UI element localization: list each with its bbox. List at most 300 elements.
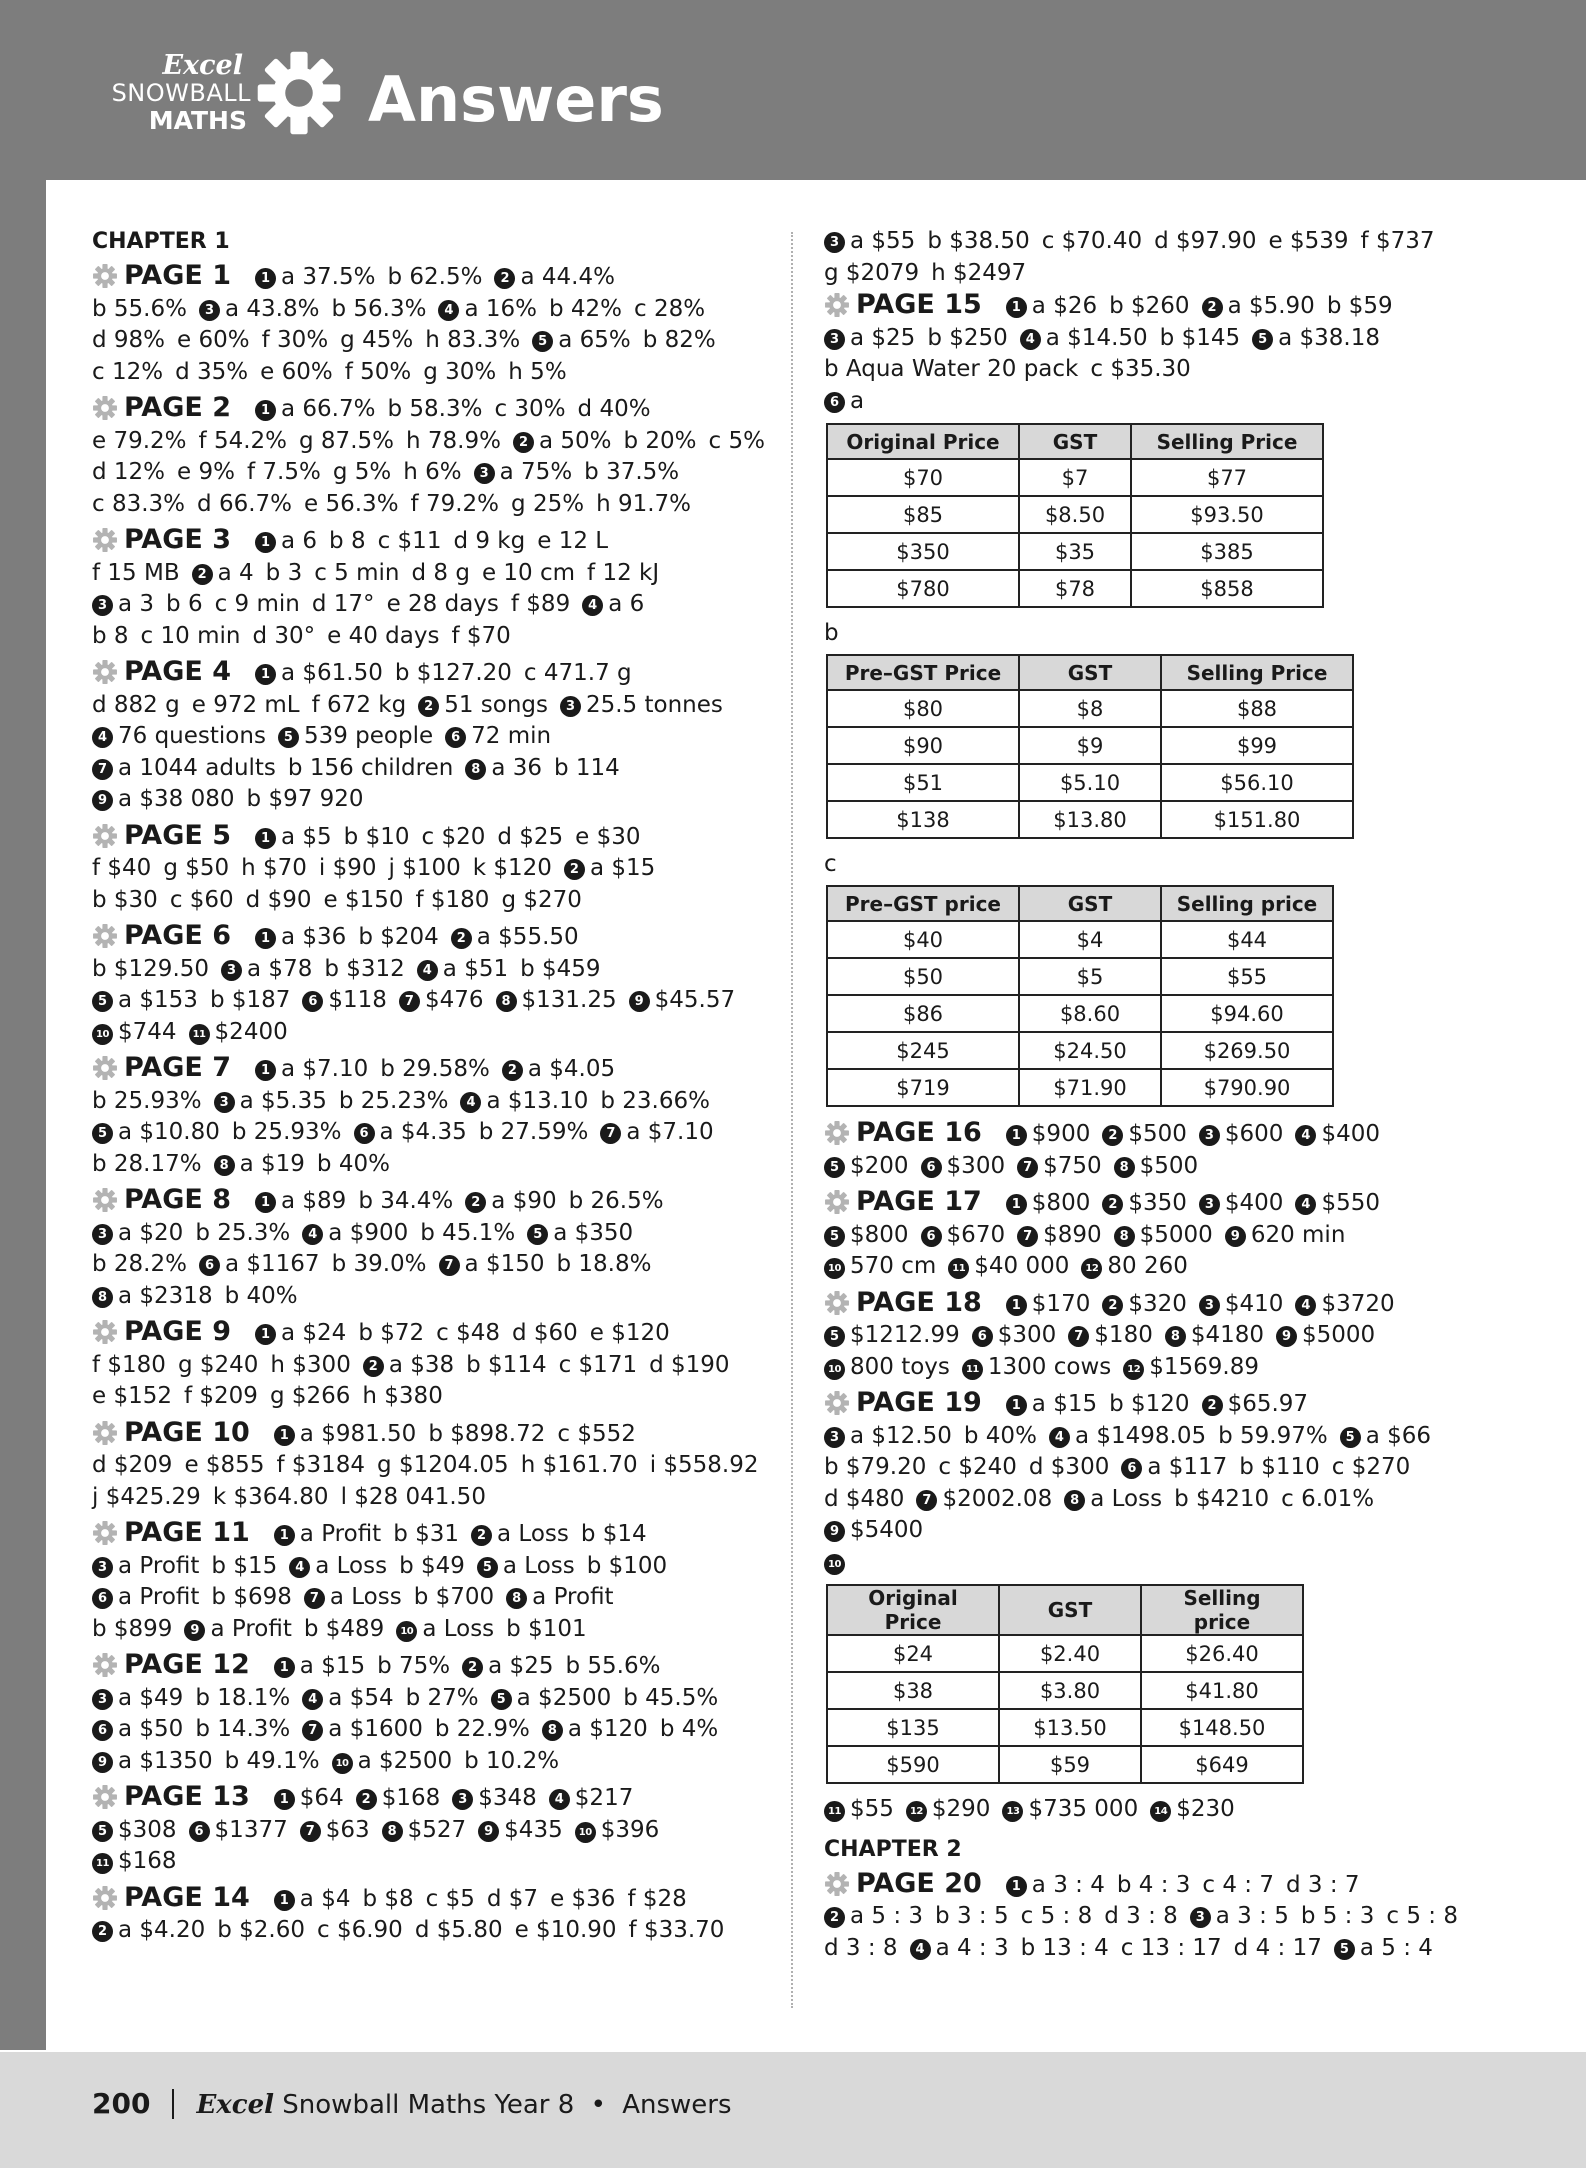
answer-item (387, 396, 482, 422)
answer-item (327, 623, 439, 649)
answer-line (92, 784, 772, 816)
answer-line (92, 621, 772, 653)
answer-text: f $180 (415, 886, 490, 913)
question-number-badge: 7 (600, 1123, 621, 1144)
answer-item (92, 1616, 172, 1642)
table-header-cell: GST (1019, 424, 1131, 459)
page-label (824, 1868, 982, 1899)
answer-line (92, 1149, 772, 1181)
question-number-badge: 1 (274, 1657, 295, 1678)
answer-text: d 882 g (92, 691, 180, 718)
answer-item (921, 1153, 1006, 1179)
answer-item (406, 1685, 479, 1711)
answer-text: a $15 (1031, 1391, 1098, 1417)
answer-item (302, 987, 387, 1013)
answer-text: b $14 (580, 1521, 647, 1547)
answer-text: b 3 (265, 559, 303, 586)
answer-item (487, 1886, 538, 1912)
table-cell: $780 (827, 570, 1019, 607)
table-cell: $55 (1161, 958, 1333, 995)
answer-text: b $72 (358, 1320, 425, 1346)
answer-item (927, 228, 1029, 254)
answer-line (92, 1450, 772, 1482)
answer-item (460, 1088, 588, 1114)
answer-line (824, 1352, 1494, 1384)
answer-item (1202, 293, 1315, 319)
table-cell: $56.10 (1161, 764, 1353, 801)
question-number-badge: 2 (418, 696, 439, 717)
answer-text: c 28% (634, 295, 706, 322)
right-column (824, 226, 1494, 1968)
table-cell: $135 (827, 1709, 999, 1746)
answer-item (972, 1322, 1057, 1348)
answer-item (1154, 228, 1256, 254)
question-number-badge: 2 (363, 1356, 384, 1377)
answer-text: i $558.92 (649, 1452, 759, 1478)
answer-item (92, 755, 276, 781)
answer-text: f 672 kg (311, 691, 407, 718)
answer-item (300, 1817, 370, 1843)
question-number-badge: 1 (255, 828, 276, 849)
gst-table-a (824, 423, 1494, 608)
answer-item (380, 1056, 490, 1082)
answer-line (824, 323, 1494, 355)
question-number-badge: 3 (824, 232, 845, 253)
answer-text: c $552 (557, 1420, 636, 1447)
answer-text: f 15 MB (92, 559, 180, 586)
answer-text: b $59 (1326, 293, 1393, 319)
answer-item (471, 1521, 569, 1547)
answer-item (1006, 1291, 1091, 1317)
answer-item (478, 1817, 563, 1843)
table-row (827, 533, 1323, 570)
answer-text: $180 (1094, 1322, 1153, 1348)
answer-text: c $5 (425, 1885, 475, 1912)
answer-text: c $171 (558, 1351, 638, 1378)
answer-text: k $120 (472, 855, 552, 881)
answer-item (92, 1220, 183, 1246)
table-row (827, 1746, 1303, 1783)
question-number-badge: 3 (452, 1789, 473, 1810)
table-cell: $385 (1131, 533, 1323, 570)
answer-line (92, 1052, 772, 1086)
answer-item (417, 956, 508, 982)
answer-text: $131.25 (521, 987, 617, 1013)
question-number-badge: 4 (549, 1789, 570, 1810)
question-number-badge: 6 (972, 1326, 993, 1347)
answer-text: b 59.97% (1218, 1422, 1328, 1449)
table-row (827, 459, 1323, 496)
answer-item (1017, 1153, 1102, 1179)
answer-line (824, 1387, 1494, 1421)
answer-item (92, 1553, 199, 1579)
answer-item (596, 491, 691, 517)
answer-item (92, 1151, 202, 1177)
answer-item (331, 296, 426, 322)
table-header-cell: Pre–GST Price (827, 655, 1019, 690)
page-label-text: PAGE 13 (124, 1781, 250, 1812)
answer-item (274, 1785, 344, 1811)
answer-item (92, 428, 187, 454)
answer-text: c 10 min (140, 622, 241, 649)
answer-text: b 40% (963, 1422, 1037, 1449)
answer-item (92, 1119, 220, 1145)
answer-item (418, 692, 548, 718)
table-cell: $88 (1161, 690, 1353, 727)
answer-text: $900 (1031, 1121, 1091, 1147)
answer-text: $217 (574, 1785, 634, 1811)
answer-text: a $38 080 (118, 786, 235, 812)
column-divider (791, 232, 793, 2008)
gear-icon (824, 1390, 850, 1416)
page-label (92, 820, 231, 851)
answer-text: b $899 (92, 1615, 173, 1642)
answer-text: b $10 (343, 823, 410, 850)
answer-item (276, 1452, 365, 1478)
answer-text: $320 (1128, 1290, 1187, 1317)
answer-item (824, 1253, 936, 1279)
answer-item (557, 1421, 636, 1447)
answer-text: $200 (850, 1152, 909, 1179)
answer-text: $800 (1031, 1190, 1091, 1216)
answer-item (660, 1716, 718, 1742)
question-number-badge: 5 (1334, 1939, 1355, 1960)
answer-text: g 25% (511, 490, 585, 517)
answer-item (332, 1251, 427, 1277)
table-cell: $38 (827, 1672, 999, 1709)
page-label (92, 1316, 231, 1347)
answer-text: c 6.01% (1281, 1485, 1375, 1512)
answer-item (1218, 1423, 1328, 1449)
question-number-badge: 1 (255, 268, 276, 289)
question-number-badge: 3 (1190, 1907, 1211, 1928)
left-margin-band (0, 180, 46, 2050)
question-number-badge: 3 (560, 696, 581, 717)
answer-text: d $25 (497, 823, 564, 850)
answer-item (537, 528, 608, 554)
answer-item (329, 528, 366, 554)
answer-text: b $187 (209, 987, 291, 1013)
answer-text: e 10 cm (481, 559, 576, 586)
answer-item (1104, 1903, 1178, 1929)
answer-text: $750 (1043, 1152, 1102, 1179)
gst-table-b (824, 654, 1494, 839)
answer-line (92, 294, 772, 326)
table-header-row (827, 424, 1323, 459)
answer-line (92, 1218, 772, 1250)
table-row (827, 958, 1333, 995)
answer-entry (92, 1517, 772, 1645)
answer-text: $400 (1224, 1190, 1284, 1216)
answer-item (565, 1653, 660, 1679)
answer-text: b 27% (405, 1684, 479, 1711)
answer-text: h 91.7% (596, 490, 692, 517)
answer-text: d $90 (245, 886, 312, 913)
answer-text: 620 min (1250, 1221, 1346, 1248)
answer-item (178, 1352, 258, 1378)
answer-item (189, 1817, 288, 1843)
answer-text: b 5 : 3 (1300, 1903, 1375, 1929)
gear-icon (92, 1520, 118, 1546)
answer-item (1006, 293, 1097, 319)
gear-icon (824, 1120, 850, 1146)
answer-text: $1212.99 (850, 1322, 960, 1348)
answer-text: b $31 (393, 1521, 460, 1547)
answer-text: $63 (325, 1816, 370, 1843)
answer-text: h $380 (362, 1383, 443, 1409)
table-row (827, 1672, 1303, 1709)
answer-item (197, 491, 292, 517)
answer-text: b Aqua Water 20 pack (824, 356, 1079, 382)
answer-text: f $3184 (276, 1452, 366, 1478)
answer-text: a (850, 387, 865, 414)
logo-maths-text: MATHS (148, 106, 247, 135)
answer-text: f $28 (627, 1885, 687, 1912)
answer-item (465, 1188, 556, 1214)
question-number-badge: 5 (1340, 1427, 1361, 1448)
answer-text: a Profit (118, 1584, 200, 1610)
question-number-badge: 1 (1006, 1295, 1027, 1316)
answer-item (199, 296, 319, 322)
question-number-badge: 1 (255, 664, 276, 685)
question-number-badge: 10 (824, 1554, 845, 1575)
question-number-badge: 4 (302, 1224, 323, 1245)
question-number-badge: 9 (1276, 1326, 1297, 1347)
answer-item (824, 1354, 950, 1380)
answer-text: b $127.20 (394, 660, 512, 686)
answer-text: a $78 (247, 955, 313, 982)
answer-text: $400 (1321, 1121, 1380, 1147)
answer-text: $55 (850, 1796, 894, 1822)
answer-text: a $26 (1031, 293, 1098, 319)
answer-text: a 3 : 5 (1215, 1903, 1289, 1929)
answer-line (824, 1151, 1494, 1183)
page-label-text: PAGE 18 (856, 1286, 982, 1318)
logo-snowball-text: SNOWBALL (111, 79, 251, 107)
answer-text: a $13.10 (486, 1087, 589, 1114)
page-label (92, 920, 231, 951)
answer-entry (92, 1417, 772, 1514)
answer-text: a $2500 (357, 1747, 453, 1774)
answer-text: a $66 (1365, 1422, 1432, 1449)
answer-text: d $209 (92, 1452, 173, 1478)
answer-text: a $5.35 (239, 1087, 327, 1114)
answer-text: $65.97 (1227, 1391, 1309, 1417)
question-number-badge: 7 (916, 1490, 937, 1511)
page-label (92, 1649, 250, 1680)
question-number-badge: 4 (289, 1557, 310, 1578)
answer-item (524, 660, 632, 686)
answer-item (1202, 1391, 1308, 1417)
gear-icon (92, 823, 118, 849)
footer-book-title: Snowball Maths Year 8 (274, 2090, 575, 2120)
answer-item (323, 887, 403, 913)
answer-text: $550 (1321, 1190, 1380, 1216)
table-row (827, 496, 1323, 533)
answer-line (824, 1287, 1494, 1321)
question-number-badge: 2 (1202, 297, 1223, 318)
question-number-badge: 1 (255, 1324, 276, 1345)
answer-item (425, 327, 520, 353)
answer-text: a $24 (281, 1320, 347, 1346)
answer-text: g 87.5% (299, 427, 394, 454)
answer-item (1049, 1423, 1206, 1449)
answer-item (399, 1553, 465, 1579)
answer-line (92, 853, 772, 885)
answer-text: b $459 (520, 955, 601, 982)
question-number-badge: 5 (1252, 329, 1273, 350)
answer-item (1150, 1796, 1235, 1822)
answer-item (453, 528, 525, 554)
answer-item (824, 1517, 923, 1543)
table-cell: $24.50 (1019, 1032, 1161, 1069)
answer-item (304, 491, 399, 517)
answer-text: d $5.80 (414, 1917, 503, 1943)
answer-item (1239, 1454, 1319, 1480)
answer-item (92, 459, 165, 485)
answer-item (340, 327, 413, 353)
answer-item (511, 491, 584, 517)
gear-icon (92, 923, 118, 949)
question-number-badge: 7 (304, 1588, 325, 1609)
table-cell: $44 (1161, 921, 1333, 958)
answer-text: $45.57 (654, 987, 736, 1013)
question-number-badge: 1 (274, 1425, 295, 1446)
answer-item (92, 1452, 172, 1478)
answer-text: a $55.50 (476, 924, 579, 950)
table-cell: $8.50 (1019, 496, 1131, 533)
question-number-badge: 4 (910, 1939, 931, 1960)
answer-text: d 40% (577, 396, 651, 422)
answer-text: j $425.29 (92, 1483, 201, 1510)
answer-text: a $61.50 (281, 660, 383, 686)
question-number-badge: 2 (356, 1789, 377, 1810)
question-number-badge: 1 (1006, 1194, 1027, 1215)
answer-text: d 8 g (411, 559, 470, 586)
question-number-badge: 10 (824, 1359, 845, 1380)
answer-line (92, 1117, 772, 1149)
answer-text: b 22.9% (434, 1716, 530, 1742)
page-label (92, 1184, 231, 1215)
question-number-badge: 7 (302, 1720, 323, 1741)
question-number-badge: 10 (332, 1753, 353, 1774)
answer-item (274, 1886, 351, 1912)
answer-item (473, 855, 552, 881)
answer-item (214, 1151, 305, 1177)
question-number-badge: 7 (92, 759, 113, 780)
answer-item (92, 692, 180, 718)
answer-item (333, 459, 391, 485)
question-number-badge: 8 (465, 759, 486, 780)
answer-text: g $266 (269, 1383, 351, 1409)
answer-text: b 18.1% (195, 1684, 291, 1711)
answer-line (92, 457, 772, 489)
answer-text: a 4 : 3 (935, 1934, 1009, 1961)
answer-item (1327, 293, 1393, 319)
answer-item (506, 1584, 613, 1610)
answer-item (824, 260, 919, 286)
answer-item (451, 623, 510, 649)
question-number-badge: 8 (1064, 1490, 1085, 1511)
question-number-badge: 3 (214, 1092, 235, 1113)
answer-item (423, 359, 496, 385)
answer-item (255, 264, 375, 290)
answer-text: c 5% (708, 427, 765, 454)
page-label-text: PAGE 14 (124, 1881, 250, 1913)
answer-item (1006, 1121, 1091, 1147)
answer-line (92, 820, 772, 854)
answer-item (289, 1553, 387, 1579)
question-number-badge: 1 (255, 400, 276, 421)
answer-item (935, 1903, 1009, 1929)
answer-item (1160, 325, 1240, 351)
answer-item (255, 1056, 368, 1082)
answer-item (1017, 1222, 1102, 1248)
answer-item (411, 560, 469, 586)
answer-text: c 83.3% (92, 490, 186, 517)
answer-text: l $28 041.50 (340, 1483, 486, 1510)
answer-text: a $150 (464, 1251, 545, 1277)
question-number-badge: 9 (824, 1521, 845, 1542)
answer-item (569, 1188, 664, 1214)
answer-item (92, 956, 209, 982)
answer-text: f 79.2% (410, 490, 500, 517)
answer-item (1102, 1291, 1187, 1317)
question-number-badge: 4 (1295, 1125, 1316, 1146)
answer-item (302, 1220, 408, 1246)
answer-item (1006, 1872, 1105, 1898)
answer-item (354, 1119, 467, 1145)
answer-text: a $25 (850, 324, 916, 351)
answer-entry (92, 524, 772, 652)
answer-text: a $120 (567, 1716, 648, 1742)
answer-text: b $15 (211, 1552, 278, 1579)
answer-text: b 25.3% (195, 1219, 291, 1246)
answer-text: b $120 (1109, 1391, 1190, 1417)
answer-text: a Loss (1090, 1485, 1163, 1512)
answer-text: a 6 (608, 591, 645, 617)
table-cell: $8 (1019, 690, 1161, 727)
answer-item (502, 1056, 615, 1082)
answer-item (508, 359, 566, 385)
answer-text: a 4 (217, 559, 254, 586)
answer-entry-page-15 (824, 289, 1494, 417)
answer-text: a Loss (502, 1552, 575, 1579)
table-cell: $4 (1019, 921, 1161, 958)
answer-text: $300 (946, 1152, 1006, 1179)
answer-line (92, 524, 772, 558)
page-label (824, 1387, 982, 1418)
question-number-badge: 9 (1225, 1226, 1246, 1247)
answer-text: a 3 (118, 591, 155, 617)
answer-item (92, 560, 180, 586)
answer-item (396, 1616, 494, 1642)
answer-text: c $20 (421, 823, 486, 850)
answer-item (824, 356, 1078, 382)
answer-item (304, 1584, 402, 1610)
question-number-badge: 1 (274, 1890, 295, 1911)
answer-text: a Loss (497, 1521, 569, 1547)
answer-line (92, 753, 772, 785)
table-cell: $8.60 (1019, 995, 1161, 1032)
answer-line (92, 357, 772, 389)
table-row (827, 801, 1353, 838)
page-footer (92, 2088, 732, 2121)
answer-line (92, 1086, 772, 1118)
table-cell: $13.80 (1019, 801, 1161, 838)
answer-line (824, 1117, 1494, 1151)
answer-item (584, 459, 679, 485)
